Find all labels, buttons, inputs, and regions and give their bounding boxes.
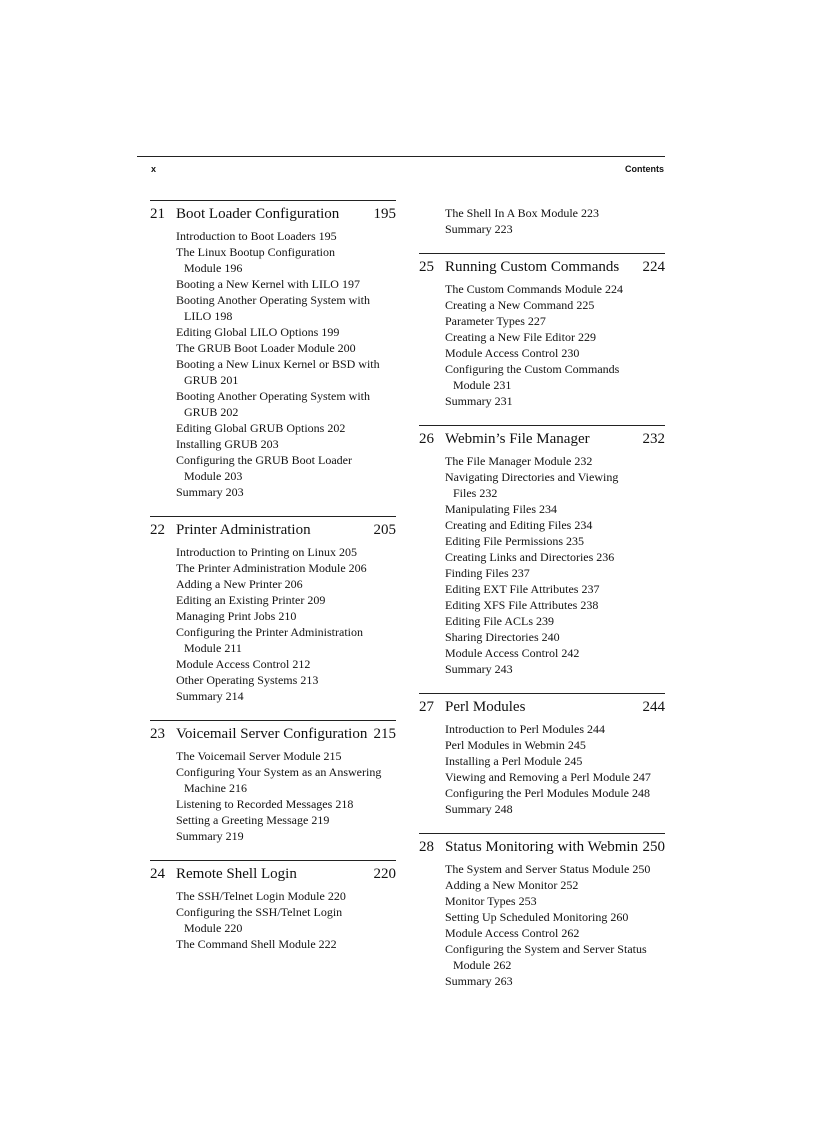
entry-title: Summary [445,974,492,988]
toc-entry [445,877,665,893]
chapter-page: 250 [642,839,665,855]
chapter-page: 195 [373,206,396,222]
entry-title: Creating and Editing Files [445,518,572,532]
chapter-number: 25 [419,259,434,275]
chapter-page: 224 [642,259,665,275]
entry-title: Booting Another Operating System with GRUB [176,389,370,419]
toc-entry [176,904,396,936]
entry-title: Editing an Existing Printer [176,593,305,607]
toc-entry [176,436,396,452]
toc-entry [176,812,396,828]
chapter-heading [150,200,396,223]
toc-entry [445,893,665,909]
chapter-page: 215 [373,726,396,742]
entry-title: Booting a New Kernel with LILO [176,277,339,291]
chapter-page: 244 [642,699,665,715]
entry-title: Module Access Control [445,646,559,660]
entry-title: Installing a Perl Module [445,754,562,768]
entry-page: 242 [561,646,580,660]
entry-page: 211 [224,641,242,655]
toc-entry [445,737,665,753]
entry-title: Module Access Control [445,346,559,360]
toc-entry [176,764,396,796]
entry-title: The Printer Administration Module [176,561,346,575]
entry-title: Configuring the Custom Commands Module [445,362,620,392]
toc-entry [445,597,665,613]
chapter-title: Voicemail Server Configuration [176,726,368,742]
entry-page: 202 [327,421,346,435]
chapter-number: 28 [419,839,434,855]
entry-title: Summary [445,394,492,408]
toc-entry [445,785,665,801]
entry-page: 220 [224,921,243,935]
entry-title: Setting Up Scheduled Monitoring [445,910,608,924]
chapter-heading [419,425,665,448]
toc-entry [445,645,665,661]
page-number: x [151,164,157,174]
entry-page: 195 [318,229,337,243]
entry-title: Adding a New Printer [176,577,282,591]
entry-title: Summary [176,689,223,703]
toc-entry [445,613,665,629]
entry-title: Booting Another Operating System with LILO [176,293,370,323]
entry-title: Parameter Types [445,314,525,328]
chapter-page: 205 [373,522,396,538]
entry-page: 203 [224,469,243,483]
continued-entries [419,205,665,237]
entry-page: 240 [541,630,560,644]
entry-page: 225 [576,298,595,312]
chapter-heading [150,720,396,743]
chapter-title: Webmin’s File Manager [445,431,590,447]
entry-title: Creating a New Command [445,298,574,312]
entry-title: The Shell In A Box Module [445,206,578,220]
entry-page: 243 [494,662,513,676]
toc-entry [176,452,396,484]
chapter-entries [150,888,396,952]
toc-entry [176,592,396,608]
entry-page: 203 [225,485,244,499]
toc-entry [176,324,396,340]
toc-entry [176,228,396,244]
chapter-title: Remote Shell Login [176,866,297,882]
chapter-entries [419,453,665,677]
entry-title: The Linux Bootup Configuration Module [176,245,335,275]
toc-entry [176,244,396,276]
entry-title: Editing XFS File Attributes [445,598,578,612]
entry-page: 227 [527,314,546,328]
chapter-heading [150,860,396,883]
entry-page: 248 [494,802,513,816]
entry-title: The Voicemail Server Module [176,749,321,763]
toc-entry [176,388,396,420]
entry-title: Managing Print Jobs [176,609,276,623]
entry-title: Installing GRUB [176,437,258,451]
chapter-number: 23 [150,726,165,742]
toc-entry [176,608,396,624]
toc-entry [176,656,396,672]
entry-title: Configuring the Perl Modules Module [445,786,629,800]
entry-title: Adding a New Monitor [445,878,558,892]
chapter-section [419,253,665,409]
entry-page: 220 [327,889,346,903]
entry-title: Editing File Permissions [445,534,564,548]
entry-page: 205 [339,545,357,559]
entry-title: Summary [445,222,492,236]
entry-page: 219 [311,813,330,827]
toc-entry [176,292,396,324]
toc-entry [445,925,665,941]
entry-page: 245 [567,738,586,752]
chapter-title: Status Monitoring with Webmin [445,839,639,855]
chapter-entries [150,544,396,704]
entry-title: Other Operating Systems [176,673,298,687]
header-rule [137,156,665,157]
toc-entry [176,828,396,844]
entry-title: Creating Links and Directories [445,550,594,564]
chapter-section [150,200,396,500]
entry-title: Introduction to Printing on Linux [176,545,336,559]
entry-page: 231 [493,378,512,392]
chapter-title: Printer Administration [176,522,311,538]
entry-title: Editing Global LILO Options [176,325,319,339]
entry-page: 234 [539,502,557,516]
entry-page: 252 [560,878,579,892]
toc-entry [445,329,665,345]
chapter-section [419,833,665,989]
chapter-heading [419,253,665,276]
chapter-heading [419,693,665,716]
chapter-entries [419,861,665,989]
entry-page: 238 [580,598,599,612]
entry-page: 206 [284,577,303,591]
toc-entry [445,393,665,409]
entry-title: Editing Global GRUB Options [176,421,325,435]
toc-entry [176,936,396,952]
entry-page: 231 [494,394,513,408]
entry-title: Introduction to Perl Modules [445,722,584,736]
entry-title: Configuring the SSH/Telnet Login Module [176,905,343,935]
entry-title: The Command Shell Module [176,937,316,951]
toc-entry [176,672,396,688]
entry-title: The Custom Commands Module [445,282,602,296]
chapter-number: 26 [419,431,434,447]
chapter-title: Boot Loader Configuration [176,206,340,222]
toc-entry [176,420,396,436]
entry-title: Listening to Recorded Messages [176,797,333,811]
entry-title: Navigating Directories and Viewing Files [445,470,619,500]
entry-title: Module Access Control [176,657,290,671]
entry-title: Perl Modules in Webmin [445,738,565,752]
entry-title: Summary [176,485,223,499]
toc-entry [445,753,665,769]
entry-page: 216 [228,781,247,795]
toc-entry [445,221,665,237]
chapter-section [419,693,665,817]
entry-page: 232 [574,454,593,468]
entry-title: Setting a Greeting Message [176,813,309,827]
entry-page: 218 [335,797,354,811]
entry-page: 199 [321,325,340,339]
entry-title: Introduction to Boot Loaders [176,229,316,243]
toc-entry [176,340,396,356]
toc-entry [445,281,665,297]
entry-page: 215 [323,749,342,763]
entry-title: Configuring the Printer Administration Module [176,625,363,655]
entry-title: Viewing and Removing a Perl Module [445,770,630,784]
chapter-entries [419,281,665,409]
toc-entry [445,205,665,221]
entry-page: 201 [220,373,239,387]
toc-entry [176,624,396,656]
chapter-heading [150,516,396,539]
chapter-page: 232 [642,431,665,447]
toc-entry [176,748,396,764]
chapter-section [150,516,396,704]
entry-title: The SSH/Telnet Login Module [176,889,325,903]
toc-entry [445,453,665,469]
entry-title: The System and Server Status Module [445,862,630,876]
toc-entry [176,576,396,592]
chapter-number: 21 [150,206,165,222]
entry-page: 219 [225,829,244,843]
entry-page: 236 [596,550,615,564]
entry-title: The File Manager Module [445,454,572,468]
toc-entry [445,297,665,313]
entry-page: 230 [561,346,580,360]
toc-entry [176,888,396,904]
entry-title: Monitor Types [445,894,516,908]
entry-title: Configuring the System and Server Status Module [445,942,647,972]
entry-title: The GRUB Boot Loader Module [176,341,335,355]
entry-page: 253 [518,894,537,908]
toc-entry [445,801,665,817]
entry-page: 245 [564,754,583,768]
toc-entry [445,629,665,645]
chapter-section [150,720,396,844]
entry-title: Finding Files [445,566,509,580]
toc-entry [176,560,396,576]
entry-page: 197 [341,277,360,291]
chapter-section [150,860,396,952]
entry-title: Editing EXT File Attributes [445,582,579,596]
entry-page: 210 [278,609,297,623]
toc-entry [176,796,396,812]
entry-title: Creating a New File Editor [445,330,575,344]
chapter-entries [150,748,396,844]
entry-page: 262 [561,926,580,940]
entry-page: 206 [348,561,367,575]
toc-entry [445,721,665,737]
entry-title: Configuring Your System as an Answering Machine [176,765,382,795]
entry-page: 196 [224,261,243,275]
toc-entry [445,501,665,517]
toc-entry [445,517,665,533]
toc-entry [445,533,665,549]
toc-entry [445,661,665,677]
chapter-number: 27 [419,699,434,715]
entry-page: 244 [586,722,605,736]
entry-page: 229 [577,330,596,344]
entry-title: Configuring the GRUB Boot Loader Module [176,453,352,483]
entry-page: 260 [610,910,629,924]
entry-page: 212 [292,657,311,671]
entry-page: 209 [307,593,326,607]
toc-entry [176,484,396,500]
entry-title: Sharing Directories [445,630,539,644]
entry-page: 248 [631,786,650,800]
entry-title: Summary [445,802,492,816]
entry-page: 263 [494,974,513,988]
entry-page: 223 [494,222,513,236]
toc-entry [445,973,665,989]
toc-entry [445,909,665,925]
entry-title: Editing File ACLs [445,614,534,628]
chapter-section [419,425,665,677]
entry-title: Booting a New Linux Kernel or BSD with GRUB [176,357,380,387]
entry-page: 239 [536,614,555,628]
toc-entry [445,565,665,581]
entry-page: 234 [574,518,593,532]
toc-entry [445,345,665,361]
toc-entry [445,469,665,501]
chapter-entries [419,721,665,817]
entry-page: 223 [581,206,599,220]
toc-entry [176,544,396,560]
entry-page: 250 [632,862,651,876]
entry-page: 198 [214,309,233,323]
toc-column-right [419,200,665,1005]
toc-entry [445,549,665,565]
toc-column-left [150,200,396,968]
toc-entry [176,276,396,292]
entry-page: 235 [566,534,585,548]
chapter-entries [150,228,396,500]
toc-entry [445,313,665,329]
toc-entry [445,769,665,785]
toc-entry [176,356,396,388]
chapter-page: 220 [373,866,396,882]
entry-page: 262 [493,958,512,972]
entry-title: Summary [176,829,223,843]
entry-page: 247 [632,770,651,784]
entry-page: 213 [300,673,319,687]
entry-page: 222 [318,937,337,951]
toc-entry [176,688,396,704]
entry-page: 237 [511,566,530,580]
entry-page: 202 [220,405,239,419]
toc-entry [445,361,665,393]
entry-page: 232 [479,486,498,500]
running-title: Contents [625,164,664,174]
toc-entry [445,861,665,877]
entry-page: 224 [605,282,623,296]
entry-title: Module Access Control [445,926,559,940]
chapter-title: Running Custom Commands [445,259,620,275]
entry-page: 237 [581,582,600,596]
chapter-title: Perl Modules [445,699,526,715]
entry-page: 203 [260,437,279,451]
entry-title: Manipulating Files [445,502,536,516]
entry-page: 214 [225,689,244,703]
chapter-number: 24 [150,866,165,882]
toc-entry [445,941,665,973]
entry-title: Summary [445,662,492,676]
chapter-heading [419,833,665,856]
entry-page: 200 [337,341,356,355]
chapter-number: 22 [150,522,165,538]
toc-entry [445,581,665,597]
